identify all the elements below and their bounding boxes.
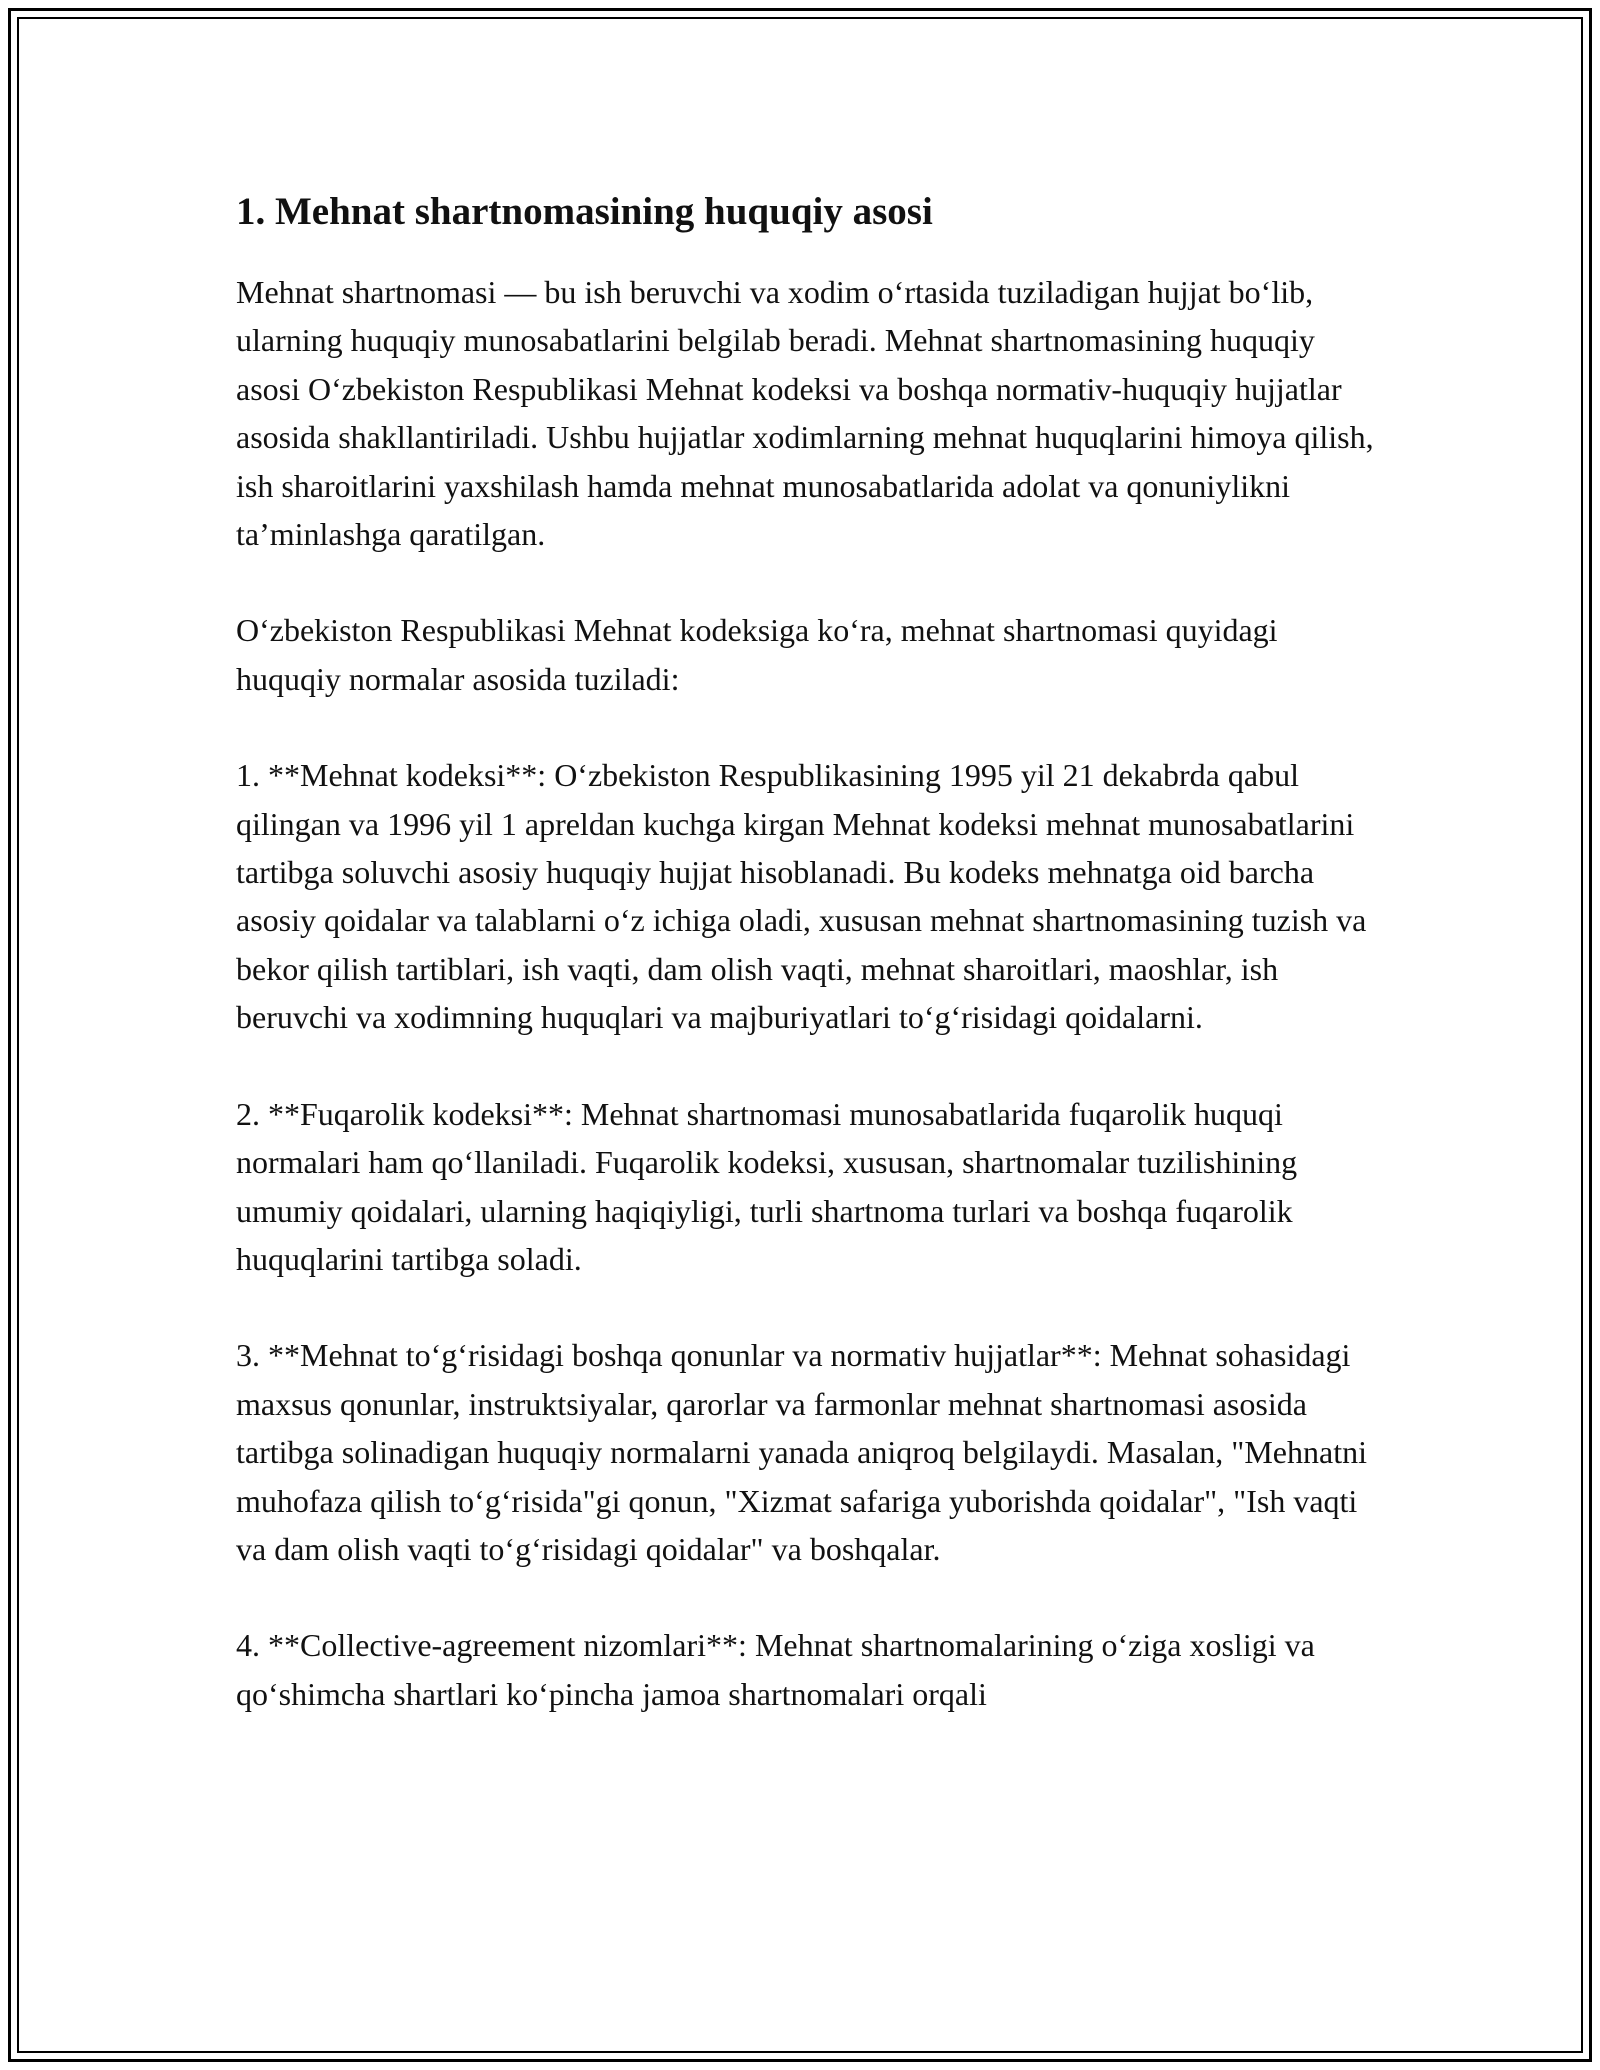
document-body [236,186,1376,1766]
paragraph-intro: Mehnat shartnomasi — bu ish beruvchi va xodim o‘rtasida tuziladigan hujjat bo‘lib, ularning huquqiy munosabatlarini belgilab beradi. Mehnat shartnomasining huquqiy asosi O‘zbekiston Respublikasi Mehnat kodeksi va boshqa normativ-huquqiy hujjatlar asosida shakllantiriladi. Ushbu hujjatlar xodimlarning mehnat huquqlarini himoya qilish, ish sharoitlarini yaxshilash hamda mehnat munosabatlarida adolat va qonuniylikni ta’minlashga qaratilgan. [236,274,1374,553]
list-item-fuqarolik-kodeksi: 2. **Fuqarolik kodeksi**: Mehnat shartnomasi munosabatlarida fuqarolik huquqi normalari ham qo‘llaniladi. Fuqarolik kodeksi, xususan, shartnomalar tuzilishining umumiy qoidalari, ularning haqiqiyligi, turli shartnoma turlari va boshqa fuqarolik huquqlarini tartibga soladi. [236,1095,1298,1277]
section-heading: 1. Mehnat shartnomasining huquqiy asosi [236,190,933,233]
list-item-mehnat-kodeksi: 1. **Mehnat kodeksi**: O‘zbekiston Respublikasining 1995 yil 21 dekabrda qabul qilingan va 1996 yil 1 apreldan kuchga kirgan Mehnat kodeksi mehnat munosabatlarini tartibga soluvchi asosiy huquqiy hujjat hisoblanadi. Bu kodeks mehnatga oid barcha asosiy qoidalar va talablarni o‘z ichiga oladi, xususan mehnat shartnomasining tuzish va bekor qilish tartiblari, ish vaqti, dam olish vaqti, mehnat sharoitlari, maoshlar, ish beruvchi va xodimning huquqlari va majburiyatlari to‘g‘risidagi qoidalarni. [236,757,1367,1036]
list-item-collective-agreement: 4. **Collective-agreement nizomlari**: Mehnat shartnomalarining o‘ziga xosligi va qo‘shimcha shartlari ko‘pincha jamoa shartnomalari orqali [236,1627,1315,1712]
list-item-boshqa-qonunlar: 3. **Mehnat to‘g‘risidagi boshqa qonunlar va normativ hujjatlar**: Mehnat sohasidagi maxsus qonunlar, instruktsiyalar, qarorlar va farmonlar mehnat shartnomasi asosida tartibga solinadigan huquqiy normalarni yanada aniqroq belgilaydi. Masalan, "Mehnatni muhofaza qilish to‘g‘risida"gi qonun, "Xizmat safariga yuborishda qoidalar", "Ish vaqti va dam olish vaqti to‘g‘risidagi qoidalar" va boshqalar. [236,1337,1367,1567]
paragraph-lead-in: O‘zbekiston Respublikasi Mehnat kodeksiga ko‘ra, mehnat shartnomasi quyidagi huquqiy normalar asosida tuziladi: [236,612,1278,697]
